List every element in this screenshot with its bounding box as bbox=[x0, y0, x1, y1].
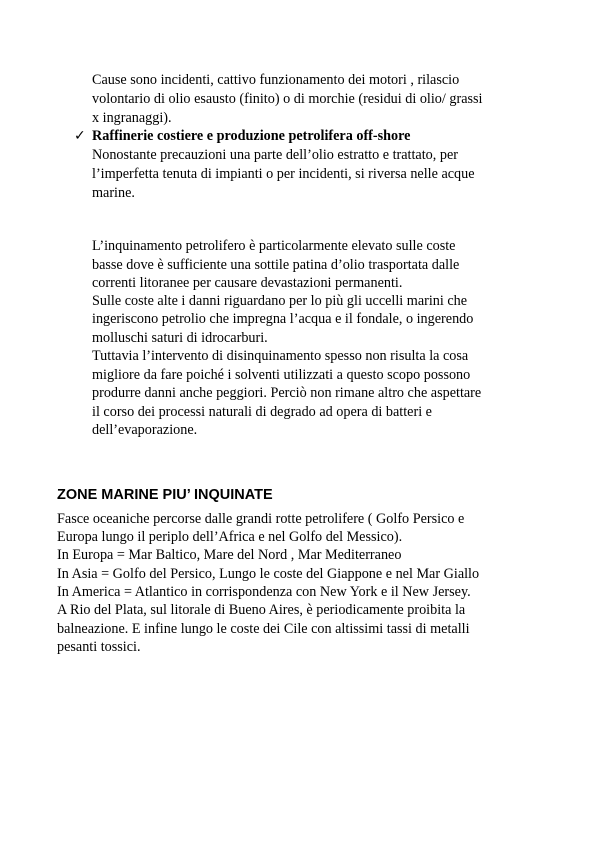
pollution-line-8: migliore da fare poiché i solventi utilizzati a questo scopo possono bbox=[92, 367, 471, 383]
zones-line-5: In America = Atlantico in corrispondenza con New York e il New Jersey. bbox=[57, 584, 471, 600]
section-heading: ZONE MARINE PIU’ INQUINATE bbox=[57, 487, 273, 503]
intro-line-2: volontario di olio esausto (finito) o di morchie (residui di olio/ grassi bbox=[92, 91, 483, 107]
pollution-line-11: dell’evaporazione. bbox=[92, 422, 198, 438]
checkmark-icon: ✓ bbox=[74, 128, 86, 144]
zones-line-7: balneazione. E infine lungo le coste dei Cile con altissimi tassi di metalli bbox=[57, 621, 470, 637]
bullet-line-1: Nonostante precauzioni una parte dell’olio estratto e trattato, per bbox=[92, 147, 458, 163]
bullet-line-3: marine. bbox=[92, 185, 135, 201]
pollution-line-1: L’inquinamento petrolifero è particolarmente elevato sulle coste bbox=[92, 238, 456, 254]
zones-line-3: In Europa = Mar Baltico, Mare del Nord , Mar Mediterraneo bbox=[57, 547, 402, 563]
zones-line-2: Europa lungo il periplo dell’Africa e nel Golfo del Messico). bbox=[57, 529, 403, 545]
pollution-line-5: ingeriscono petrolio che impregna l’acqua e il fondale, o ingerendo bbox=[92, 311, 474, 327]
pollution-line-10: il corso dei processi naturali di degrado ad opera di batteri e bbox=[92, 404, 432, 420]
pollution-line-3: correnti litoranee per causare devastazioni permanenti. bbox=[92, 275, 403, 291]
bullet-line-2: l’imperfetta tenuta di impianti o per incidenti, si riversa nelle acque bbox=[92, 166, 475, 182]
zones-line-1: Fasce oceaniche percorse dalle grandi rotte petrolifere ( Golfo Persico e bbox=[57, 511, 465, 527]
intro-line-3: x ingranaggi). bbox=[92, 110, 172, 126]
intro-line-1: Cause sono incidenti, cattivo funzionamento dei motori , rilascio bbox=[92, 72, 460, 88]
zones-line-8: pesanti tossici. bbox=[57, 639, 141, 655]
bullet-title: Raffinerie costiere e produzione petrolifera off-shore bbox=[92, 128, 411, 144]
zones-line-6: A Rio del Plata, sul litorale di Bueno Aires, è periodicamente proibita la bbox=[57, 602, 466, 618]
pollution-line-7: Tuttavia l’intervento di disinquinamento spesso non risulta la cosa bbox=[92, 348, 469, 364]
pollution-line-4: Sulle coste alte i danni riguardano per lo più gli uccelli marini che bbox=[92, 293, 468, 309]
zones-line-4: In Asia = Golfo del Persico, Lungo le coste del Giappone e nel Mar Giallo bbox=[57, 566, 480, 582]
pollution-line-2: basse dove è sufficiente una sottile patina d’olio trasportata dalle bbox=[92, 257, 460, 273]
pollution-line-9: produrre danni anche peggiori. Perciò non rimane altro che aspettare bbox=[92, 385, 482, 401]
pollution-line-6: molluschi saturi di idrocarburi. bbox=[92, 330, 268, 346]
